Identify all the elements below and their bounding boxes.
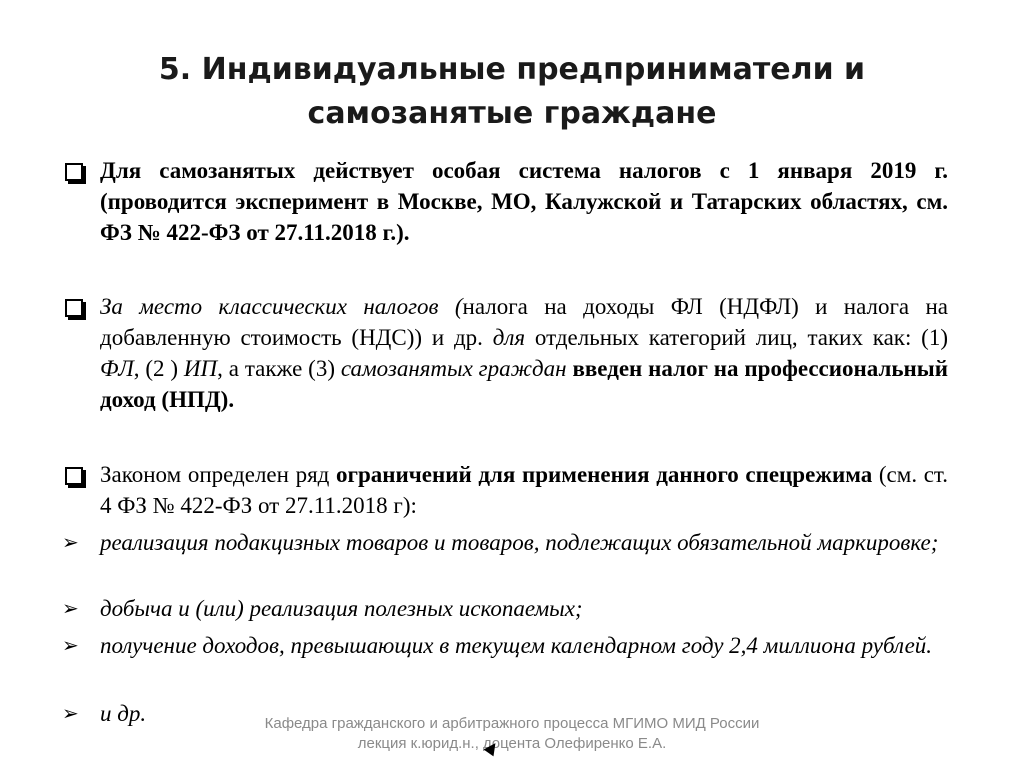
restriction-item: реализация подакцизных товаров и товаров, подлежащих обязательной маркировке; [100,530,939,555]
bullet-2-part-9: самозанятых граждан [340,356,567,381]
square-bullet-icon [65,163,83,181]
bullet-2-part-8: , а также (3) [217,356,341,381]
restriction-item: добыча и (или) реализация полезных ископаемых; [100,596,583,621]
arrow-bullet-icon: ➢ [62,701,79,725]
footer-line-2: лекция к.юрид.н., доцента Олефиренко Е.А. [357,735,667,752]
bullet-2-part-2: налога на доходы ФЛ (НДФЛ) и налога на добавленную стоимость (НДС)) и др. [100,294,948,350]
bullet-2-part-6: , (2 ) [133,356,184,381]
footer-line-1: Кафедра гражданского и арбитражного процесса МГИМО МИД России [264,715,760,732]
bullet-3-part-2: ограничений для применения данного спецрежима [336,462,873,487]
restriction-item: получение доходов, превышающих в текущем календарном году 2,4 миллиона рублей. [100,633,933,658]
arrow-bullet-icon: ➢ [62,596,79,620]
bullet-3-part-1: Законом определен ряд [100,462,337,487]
slide-footer [0,714,1024,754]
bullet-3-part-3: (см. ст. 4 ФЗ № 422-ФЗ от 27.11.2018 г): [100,462,949,518]
square-bullet-icon [65,467,83,485]
restriction-item: и др. [100,701,147,726]
bullet-2-part-10: введен налог на профессиональный доход (НПД). [100,356,948,412]
slide-title-line-1: 5. Индивидуальные предприниматели и [158,52,866,87]
square-bullet-icon [65,299,83,317]
slide-title [0,48,1024,136]
bullet-1-text: Для самозанятых действует особая система налогов с 1 января 2019 г. (проводится эксперимент в Москве, МО, Калужской и Татарских областях, см. ФЗ № 422-ФЗ от 27.11.2018 г.). [100,158,948,245]
bullet-2-part-3: для [492,325,526,350]
arrow-bullet-icon: ➢ [62,633,79,657]
slide-title-line-2: самозанятые граждане [307,96,717,131]
arrow-bullet-icon: ➢ [62,530,79,554]
bullet-2-part-5: ФЛ [100,356,134,381]
bullet-2-part-4: отдельных категорий лиц, таких как: (1) [525,325,948,350]
bullet-2-part-7: ИП [183,356,218,381]
bullet-2-part-1: За место классических налогов ( [100,294,463,319]
bullet-2-text [100,291,948,415]
bullet-3-text [100,459,948,521]
